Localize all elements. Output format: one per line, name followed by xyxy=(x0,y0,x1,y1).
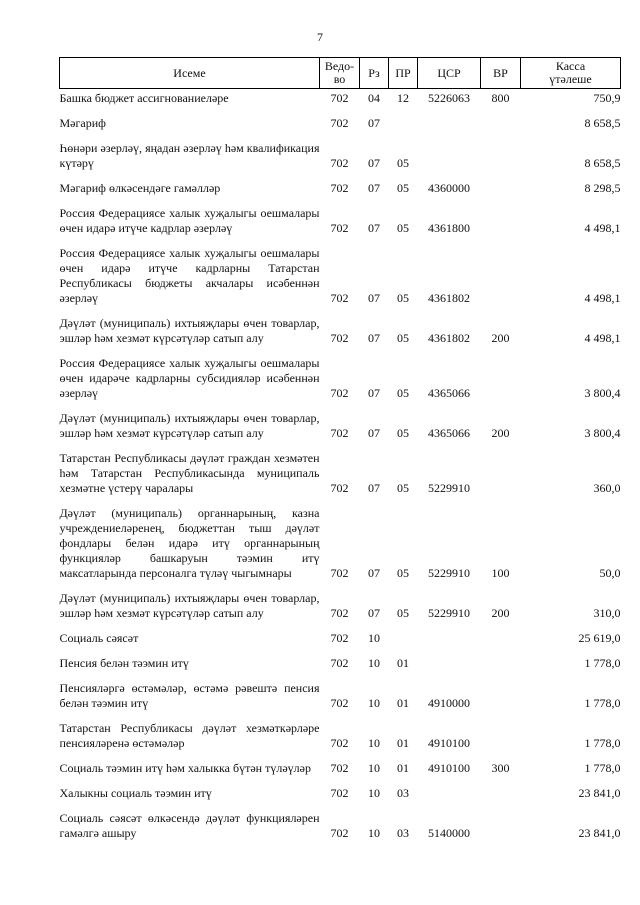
row-name: Дәүләт (муниципаль) органнарының, казна учреждениеләренең, бюджеттан тыш дәүләт фондлары белән идарә итү органнарының функцияләр башкаруын тәэмин итү максатларында персоналга түләү чыгымнары xyxy=(59,506,320,580)
row-pr: 05 xyxy=(397,221,409,235)
row-csr: 4365066 xyxy=(428,426,470,440)
row-rz: 10 xyxy=(368,696,380,710)
budget-table xyxy=(59,57,621,841)
table-row xyxy=(60,131,621,171)
row-csr: 5229910 xyxy=(428,606,470,620)
row-pr: 05 xyxy=(397,291,409,305)
row-rz: 10 xyxy=(368,631,380,645)
row-vr: 300 xyxy=(491,761,510,775)
row-kassa: 50,0 xyxy=(599,566,621,580)
row-name: Мәгариф өлкәсендәге гамәлләр xyxy=(59,181,221,195)
row-vedomstvo: 702 xyxy=(330,116,349,130)
table-row xyxy=(60,401,621,441)
row-vedomstvo: 702 xyxy=(330,181,349,195)
row-vr xyxy=(481,801,521,841)
row-csr: 4361802 xyxy=(428,331,470,345)
row-csr xyxy=(418,131,481,171)
row-vr: 200 xyxy=(491,426,510,440)
row-pr: 05 xyxy=(397,606,409,620)
row-rz: 07 xyxy=(368,386,380,400)
row-csr xyxy=(418,106,481,131)
table-row xyxy=(60,671,621,711)
row-name: Пенсия белән тәэмин итү xyxy=(59,656,189,670)
row-kassa: 3 800,4 xyxy=(584,426,621,440)
row-name: Россия Федерациясе халык хуҗалыгы оешмалары өчен идарәче кадрларны субсидияләр исәбеннән әзерләү xyxy=(59,356,320,400)
table-row xyxy=(60,646,621,671)
row-kassa: 23 841,0 xyxy=(578,786,621,800)
row-csr: 5226063 xyxy=(428,91,470,105)
row-csr: 4361800 xyxy=(428,221,470,235)
row-rz: 07 xyxy=(368,481,380,495)
row-csr: 5140000 xyxy=(428,826,470,840)
header-vr: ВР xyxy=(481,58,521,89)
row-vr xyxy=(481,171,521,196)
table-header-row xyxy=(60,58,621,89)
row-vr xyxy=(481,131,521,171)
row-csr: 5229910 xyxy=(428,566,470,580)
row-pr: 01 xyxy=(397,761,409,775)
row-kassa: 1 778,0 xyxy=(584,696,621,710)
row-vedomstvo: 702 xyxy=(330,426,349,440)
table-row xyxy=(60,496,621,581)
row-csr xyxy=(418,621,481,646)
row-csr: 4910100 xyxy=(428,736,470,750)
row-pr: 03 xyxy=(397,826,409,840)
row-pr: 12 xyxy=(397,91,409,105)
table-row xyxy=(60,306,621,346)
row-pr: 05 xyxy=(397,181,409,195)
row-vr xyxy=(481,441,521,496)
table-row xyxy=(60,196,621,236)
row-vr xyxy=(481,646,521,671)
table-row xyxy=(60,776,621,801)
row-vr: 800 xyxy=(491,91,510,105)
row-vr: 100 xyxy=(491,566,510,580)
table-row xyxy=(60,106,621,131)
row-kassa: 1 778,0 xyxy=(584,736,621,750)
row-vedomstvo: 702 xyxy=(330,291,349,305)
row-pr: 01 xyxy=(397,696,409,710)
row-csr: 4910000 xyxy=(428,696,470,710)
row-vr xyxy=(481,711,521,751)
row-vedomstvo: 702 xyxy=(330,386,349,400)
row-kassa: 25 619,0 xyxy=(578,631,621,645)
row-vedomstvo: 702 xyxy=(330,221,349,235)
row-pr: 05 xyxy=(397,331,409,345)
row-kassa: 4 498,1 xyxy=(584,221,621,235)
row-vedomstvo: 702 xyxy=(330,566,349,580)
row-name: Башка бюджет ассигнованиеләре xyxy=(59,91,229,105)
row-vedomstvo: 702 xyxy=(330,91,349,105)
row-vr xyxy=(481,106,521,131)
row-pr: 05 xyxy=(397,481,409,495)
row-rz: 10 xyxy=(368,786,380,800)
row-kassa: 310,0 xyxy=(593,606,621,620)
row-kassa: 4 498,1 xyxy=(584,291,621,305)
row-name: Дәүләт (муниципаль) ихтыяҗлары өчен товарлар, эшләр һәм хезмәт күрсәтүләр сатып алу xyxy=(59,591,320,620)
row-vedomstvo: 702 xyxy=(330,786,349,800)
row-name: Социаль тәэмин итү һәм халыкка бүтән түләүләр xyxy=(59,761,311,775)
row-pr: 01 xyxy=(397,656,409,670)
row-kassa: 23 841,0 xyxy=(578,826,621,840)
row-rz: 10 xyxy=(368,826,380,840)
row-name: Һөнәри әзерләү, яңадан әзерләү һәм квалификация күтәрү xyxy=(59,141,320,170)
row-pr xyxy=(389,106,418,131)
header-name: Исеме xyxy=(60,58,320,89)
row-vedomstvo: 702 xyxy=(330,606,349,620)
row-rz: 10 xyxy=(368,736,380,750)
row-name: Социаль сәясәт өлкәсендә дәүләт функцияләрен гамәлгә ашыру xyxy=(59,811,320,840)
row-name: Дәүләт (муниципаль) ихтыяҗлары өчен товарлар, эшләр һәм хезмәт күрсәтүләр сатып алу xyxy=(59,411,320,440)
header-vedomstvo-line1: Ведо- xyxy=(324,59,355,73)
row-csr xyxy=(418,776,481,801)
row-rz: 07 xyxy=(368,331,380,345)
row-vedomstvo: 702 xyxy=(330,481,349,495)
row-vr xyxy=(481,621,521,646)
row-csr xyxy=(418,646,481,671)
row-name: Дәүләт (муниципаль) ихтыяҗлары өчен товарлар, эшләр һәм хезмәт күрсәтүләр сатып алу xyxy=(59,316,320,345)
header-vedomstvo-line2: во xyxy=(333,72,346,86)
row-vr: 200 xyxy=(491,606,510,620)
row-name: Татарстан Республикасы дәүләт граждан хезмәтен һәм Татарстан Республикасында муниципаль хезмәтне үстерү чаралары xyxy=(59,451,320,495)
table-row xyxy=(60,621,621,646)
header-pr: ПР xyxy=(389,58,418,89)
row-vedomstvo: 702 xyxy=(330,656,349,670)
row-kassa: 8 298,5 xyxy=(584,181,621,195)
row-pr: 01 xyxy=(397,736,409,750)
row-kassa: 1 778,0 xyxy=(584,656,621,670)
row-vedomstvo: 702 xyxy=(330,631,349,645)
row-vr xyxy=(481,776,521,801)
table-row xyxy=(60,711,621,751)
row-kassa: 750,9 xyxy=(593,91,621,105)
row-vr xyxy=(481,196,521,236)
row-name: Социаль сәясәт xyxy=(59,631,139,645)
row-csr: 4361802 xyxy=(428,291,470,305)
row-rz: 07 xyxy=(368,156,380,170)
table-row xyxy=(60,236,621,306)
table-row xyxy=(60,751,621,776)
row-vedomstvo: 702 xyxy=(330,761,349,775)
row-vedomstvo: 702 xyxy=(330,736,349,750)
row-kassa: 4 498,1 xyxy=(584,331,621,345)
row-name: Россия Федерациясе халык хуҗалыгы оешмалары өчен идарә итүче кадрлар әзерләү xyxy=(59,206,320,235)
row-rz: 07 xyxy=(368,566,380,580)
row-vedomstvo: 702 xyxy=(330,696,349,710)
row-pr xyxy=(389,621,418,646)
row-vedomstvo: 702 xyxy=(330,826,349,840)
row-rz: 07 xyxy=(368,426,380,440)
table-row xyxy=(60,171,621,196)
row-vr xyxy=(481,236,521,306)
header-kassa xyxy=(521,58,621,89)
table-body xyxy=(60,89,621,842)
header-kassa-line2: үтәлеше xyxy=(549,72,592,86)
row-kassa: 8 658,5 xyxy=(584,116,621,130)
row-name: Халыкны социаль тәэмин итү xyxy=(59,786,212,800)
row-rz: 07 xyxy=(368,181,380,195)
row-name: Россия Федерациясе халык хуҗалыгы оешмалары өчен идарә итүче кадрларны Татарстан Республикасы бюджеты акчалары исәбеннән әзерләү xyxy=(59,246,320,305)
row-csr: 4910100 xyxy=(428,761,470,775)
row-vedomstvo: 702 xyxy=(330,331,349,345)
row-csr: 5229910 xyxy=(428,481,470,495)
row-vr: 200 xyxy=(491,331,510,345)
row-kassa: 1 778,0 xyxy=(584,761,621,775)
row-csr: 4360000 xyxy=(428,181,470,195)
row-rz: 07 xyxy=(368,116,380,130)
row-name: Татарстан Республикасы дәүләт хезмәткәрләре пенсияләренә өстәмәләр xyxy=(59,721,320,750)
row-name: Мәгариф xyxy=(59,116,106,130)
row-vr xyxy=(481,671,521,711)
row-rz: 10 xyxy=(368,761,380,775)
row-rz: 07 xyxy=(368,291,380,305)
header-vedomstvo xyxy=(320,58,360,89)
row-pr: 05 xyxy=(397,156,409,170)
row-vr xyxy=(481,346,521,401)
row-kassa: 3 800,4 xyxy=(584,386,621,400)
row-rz: 04 xyxy=(368,91,380,105)
table-row xyxy=(60,801,621,841)
row-pr: 03 xyxy=(397,786,409,800)
page-number: 7 xyxy=(317,30,323,44)
table-row xyxy=(60,346,621,401)
header-rz: Рз xyxy=(360,58,389,89)
row-pr: 05 xyxy=(397,426,409,440)
row-pr: 05 xyxy=(397,566,409,580)
row-csr: 4365066 xyxy=(428,386,470,400)
row-kassa: 8 658,5 xyxy=(584,156,621,170)
header-csr: ЦСР xyxy=(418,58,481,89)
row-vedomstvo: 702 xyxy=(330,156,349,170)
row-kassa: 360,0 xyxy=(593,481,621,495)
table-row xyxy=(60,581,621,621)
row-rz: 07 xyxy=(368,221,380,235)
row-rz: 07 xyxy=(368,606,380,620)
table-row xyxy=(60,89,621,107)
row-rz: 10 xyxy=(368,656,380,670)
header-kassa-line1: Касса xyxy=(555,59,586,73)
table-row xyxy=(60,441,621,496)
row-pr: 05 xyxy=(397,386,409,400)
row-name: Пенсияләргә өстәмәләр, өстәмә рәвештә пенсия белән тәэмин итү xyxy=(59,681,320,710)
